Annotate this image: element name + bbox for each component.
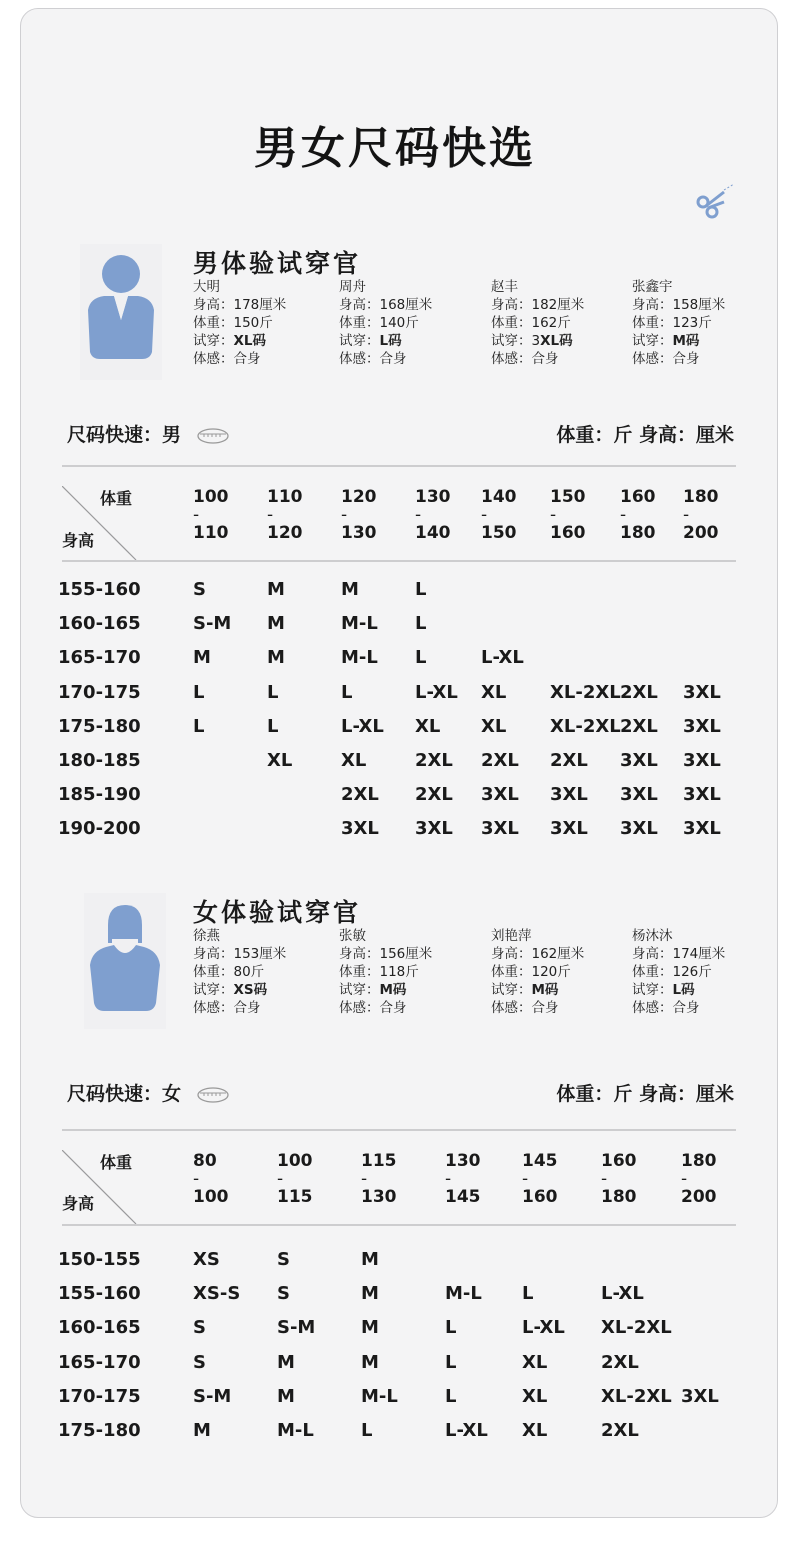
person-try-label: 试穿：: [193, 982, 234, 998]
height-row-label: 175-180: [58, 715, 141, 737]
size-cell: XL-2XL: [550, 715, 621, 737]
male-quick-label: 尺码快速：男: [67, 420, 230, 447]
male-panel-title: 男体验试穿官: [193, 249, 362, 278]
scissors-icon: [694, 182, 736, 220]
size-cell: L: [341, 681, 353, 703]
height-row-label: 155-160: [58, 579, 141, 600]
person-weight: 体重：123斤: [632, 315, 712, 331]
size-cell: 3XL: [415, 818, 453, 840]
person-try: [193, 332, 286, 350]
person-name: 大明: [193, 279, 220, 295]
female-figure-icon: [84, 893, 166, 1029]
size-cell: 3XL: [550, 818, 588, 840]
size-cell: L: [267, 715, 279, 737]
person-name: 杨沐沐: [632, 928, 673, 944]
person-feel: 体感：合身: [193, 351, 261, 367]
person-try-label: 试穿：: [632, 333, 673, 349]
size-cell: M: [341, 579, 359, 600]
weight-column-header: [681, 1152, 717, 1206]
weight-to: 180: [620, 523, 656, 543]
person-try-label: 试穿：: [491, 982, 532, 998]
range-dash: -: [683, 505, 690, 525]
size-cell: 3XL: [550, 784, 588, 806]
male-units-label: 体重：斤 身高：厘米: [556, 424, 734, 446]
weight-from: 80: [193, 1151, 217, 1171]
weight-to: 160: [522, 1187, 558, 1207]
divider: [62, 1224, 736, 1226]
divider: [62, 465, 736, 467]
person-try-label: 试穿：: [632, 982, 673, 998]
person-name: 张敏: [339, 928, 366, 944]
size-cell: 3XL: [681, 1385, 719, 1407]
height-row-label: 160-165: [58, 613, 141, 635]
size-cell: 3XL: [683, 715, 721, 737]
weight-column-header: [620, 488, 656, 542]
size-cell: M: [277, 1385, 295, 1407]
size-cell: S-M: [193, 613, 232, 635]
person-feel: 体感：合身: [339, 351, 407, 367]
person-try: [632, 332, 725, 350]
size-cell: 2XL: [415, 750, 453, 771]
size-cell: 3XL: [620, 818, 658, 840]
weight-from: 150: [550, 487, 586, 507]
size-cell: L: [445, 1351, 457, 1373]
size-cell: M-L: [277, 1420, 314, 1441]
person-height: 身高：174厘米: [632, 946, 726, 962]
size-cell: M: [193, 1420, 211, 1441]
weight-to: 100: [193, 1187, 229, 1207]
range-dash: -: [550, 505, 557, 525]
person-height: 身高：178厘米: [193, 297, 287, 313]
person-height: 身高：158厘米: [632, 297, 726, 313]
height-row-label: 150-155: [58, 1249, 141, 1270]
person-feel: 体感：合身: [632, 351, 700, 367]
size-cell: XL-2XL: [550, 681, 621, 703]
weight-column-header: [267, 488, 303, 542]
weight-from: 180: [681, 1151, 717, 1171]
size-cell: 3XL: [683, 681, 721, 703]
size-cell: XL: [415, 715, 441, 737]
range-dash: -: [522, 1169, 529, 1189]
size-cell: S: [277, 1249, 290, 1270]
size-cell: XS: [193, 1249, 220, 1270]
person-try: [491, 981, 584, 999]
weight-column-header: [361, 1152, 397, 1206]
size-cell: 3XL: [341, 818, 379, 840]
range-dash: -: [341, 505, 348, 525]
size-cell: L: [415, 647, 427, 669]
weight-from: 130: [445, 1151, 481, 1171]
weight-from: 160: [601, 1151, 637, 1171]
size-cell: L: [267, 681, 279, 703]
weight-column-header: [522, 1152, 558, 1206]
person-try-label: 试穿：: [193, 333, 234, 349]
size-cell: 2XL: [601, 1351, 639, 1373]
person-try-size: M码: [379, 982, 407, 998]
person-weight: 体重：150斤: [193, 315, 273, 331]
person-try-size: L码: [672, 982, 695, 998]
size-cell: XL-2XL: [601, 1317, 672, 1339]
size-cell: 3XL: [683, 818, 721, 840]
height-axis-label: 身高: [62, 1194, 95, 1213]
height-row-label: 185-190: [58, 784, 141, 806]
person-try-size: M码: [531, 982, 559, 998]
trial-person: [339, 278, 432, 368]
person-height: 身高：153厘米: [193, 946, 287, 962]
weight-column-header: [193, 1152, 229, 1206]
person-weight: 体重：120斤: [491, 964, 571, 980]
weight-from: 115: [361, 1151, 397, 1171]
divider: [62, 560, 736, 562]
weight-column-header: [193, 488, 229, 542]
size-cell: L: [193, 681, 205, 703]
trial-person: [193, 927, 286, 1017]
size-cell: M-L: [445, 1283, 482, 1305]
person-feel: 体感：合身: [491, 351, 559, 367]
divider: [62, 1129, 736, 1131]
weight-to: 130: [341, 523, 377, 543]
size-cell: 2XL: [341, 784, 379, 806]
size-cell: 2XL: [550, 750, 588, 771]
person-height: 身高：162厘米: [491, 946, 585, 962]
person-name: 张鑫宇: [632, 279, 673, 295]
size-cell: 3XL: [620, 784, 658, 806]
trial-person: [632, 278, 725, 368]
weight-to: 180: [601, 1187, 637, 1207]
person-try-size: XL码: [540, 333, 573, 349]
size-cell: 3XL: [620, 750, 658, 771]
person-try-size: M码: [672, 333, 700, 349]
height-row-label: 170-175: [58, 681, 141, 703]
size-cell: M: [361, 1351, 379, 1373]
male-figure-icon: [80, 244, 162, 380]
weight-column-header: [415, 488, 451, 542]
size-cell: L-XL: [601, 1283, 644, 1305]
male-avatar: [80, 244, 162, 380]
size-cell: L: [415, 579, 427, 600]
trial-person: [193, 278, 286, 368]
person-name: 周舟: [339, 279, 366, 295]
female-panel-title: 女体验试穿官: [193, 898, 362, 927]
trial-person: [339, 927, 432, 1017]
weight-column-header: [550, 488, 586, 542]
height-row-label: 170-175: [58, 1385, 141, 1407]
person-try-label: 试穿：: [339, 982, 380, 998]
size-cell: S: [193, 1351, 206, 1373]
weight-to: 200: [683, 523, 719, 543]
person-weight: 体重：80斤: [193, 964, 265, 980]
size-cell: S: [277, 1283, 290, 1305]
size-cell: S-M: [277, 1317, 316, 1339]
size-cell: L-XL: [341, 715, 384, 737]
weight-from: 160: [620, 487, 656, 507]
weight-column-header: [277, 1152, 313, 1206]
size-cell: L: [445, 1317, 457, 1339]
weight-axis-label: 体重: [100, 489, 133, 508]
size-cell: L: [415, 613, 427, 635]
person-try-size: XL码: [233, 333, 267, 349]
weight-column-header: [341, 488, 377, 542]
size-cell: XL: [267, 750, 293, 771]
person-try-label: 试穿：: [339, 333, 380, 349]
person-name: 刘艳萍: [491, 928, 532, 944]
page-title: 男女尺码快选: [254, 123, 536, 174]
person-height: 身高：182厘米: [491, 297, 585, 313]
weight-column-header: [601, 1152, 637, 1206]
trial-person: [491, 278, 584, 368]
person-name: 赵丰: [491, 279, 518, 295]
weight-from: 120: [341, 487, 377, 507]
height-row-label: 160-165: [58, 1317, 141, 1339]
range-dash: -: [445, 1169, 452, 1189]
measuring-tape-icon: [196, 426, 230, 446]
weight-to: 115: [277, 1187, 313, 1207]
size-cell: M: [267, 579, 285, 600]
person-feel: 体感：合身: [193, 1000, 261, 1016]
size-cell: S-M: [193, 1385, 232, 1407]
female-avatar: [84, 893, 166, 1029]
size-cell: S: [193, 579, 206, 600]
size-cell: L-XL: [445, 1420, 488, 1441]
person-feel: 体感：合身: [632, 1000, 700, 1016]
size-cell: 3XL: [481, 818, 519, 840]
size-cell: 2XL: [601, 1420, 639, 1441]
size-cell: XL: [522, 1385, 548, 1407]
weight-to: 145: [445, 1187, 481, 1207]
person-try-label: 试穿：3: [491, 333, 541, 349]
size-cell: 2XL: [415, 784, 453, 806]
size-cell: 2XL: [481, 750, 519, 771]
weight-column-header: [445, 1152, 481, 1206]
person-try: [339, 332, 432, 350]
size-cell: XL: [481, 715, 507, 737]
size-cell: L: [193, 715, 205, 737]
size-cell: L: [522, 1283, 534, 1305]
female-quick-label: 尺码快速：女: [67, 1079, 230, 1106]
person-weight: 体重：126斤: [632, 964, 712, 980]
size-cell: M: [193, 647, 211, 669]
person-try-size: XS码: [233, 982, 268, 998]
person-try: [632, 981, 725, 999]
size-cell: 2XL: [620, 715, 658, 737]
size-cell: L-XL: [481, 647, 524, 669]
size-cell: 3XL: [683, 750, 721, 771]
range-dash: -: [267, 505, 274, 525]
size-cell: M-L: [341, 613, 378, 635]
size-cell: 3XL: [683, 784, 721, 806]
weight-to: 130: [361, 1187, 397, 1207]
size-cell: S: [193, 1317, 206, 1339]
weight-from: 100: [277, 1151, 313, 1171]
person-weight: 体重：140斤: [339, 315, 419, 331]
range-dash: -: [361, 1169, 368, 1189]
size-cell: M: [361, 1283, 379, 1305]
trial-person: [491, 927, 584, 1017]
person-name: 徐燕: [193, 928, 220, 944]
weight-column-header: [481, 488, 517, 542]
height-row-label: 165-170: [58, 647, 141, 669]
size-cell: M: [267, 613, 285, 635]
range-dash: -: [601, 1169, 608, 1189]
height-row-label: 180-185: [58, 750, 141, 771]
size-cell: M-L: [341, 647, 378, 669]
height-row-label: 165-170: [58, 1351, 141, 1373]
size-cell: M: [267, 647, 285, 669]
person-height: 身高：156厘米: [339, 946, 433, 962]
person-weight: 体重：118斤: [339, 964, 419, 980]
weight-from: 100: [193, 487, 229, 507]
weight-from: 180: [683, 487, 719, 507]
weight-to: 110: [193, 523, 229, 543]
measuring-tape-icon: [196, 1085, 230, 1105]
height-axis-label: 身高: [62, 531, 95, 550]
range-dash: -: [620, 505, 627, 525]
range-dash: -: [193, 1169, 200, 1189]
size-cell: L: [445, 1385, 457, 1407]
size-cell: M-L: [361, 1385, 398, 1407]
person-try: [491, 332, 584, 350]
person-weight: 体重：162斤: [491, 315, 571, 331]
range-dash: -: [481, 505, 488, 525]
weight-axis-label: 体重: [100, 1153, 133, 1172]
range-dash: -: [681, 1169, 688, 1189]
weight-to: 160: [550, 523, 586, 543]
size-cell: 3XL: [481, 784, 519, 806]
size-cell: M: [361, 1317, 379, 1339]
size-cell: XL: [522, 1420, 548, 1441]
weight-to: 140: [415, 523, 451, 543]
person-height: 身高：168厘米: [339, 297, 433, 313]
weight-to: 150: [481, 523, 517, 543]
weight-column-header: [683, 488, 719, 542]
person-feel: 体感：合身: [491, 1000, 559, 1016]
height-row-label: 175-180: [58, 1420, 141, 1441]
size-cell: M: [361, 1249, 379, 1270]
range-dash: -: [277, 1169, 284, 1189]
size-cell: XL: [341, 750, 367, 771]
size-cell: L: [361, 1420, 373, 1441]
range-dash: -: [193, 505, 200, 525]
trial-person: [632, 927, 725, 1017]
size-cell: L-XL: [522, 1317, 565, 1339]
weight-to: 120: [267, 523, 303, 543]
size-cell: XL: [481, 681, 507, 703]
person-try: [339, 981, 432, 999]
height-row-label: 155-160: [58, 1283, 141, 1305]
female-units-label: 体重：斤 身高：厘米: [556, 1083, 734, 1105]
size-cell: L-XL: [415, 681, 458, 703]
size-cell: XS-S: [193, 1283, 241, 1305]
weight-from: 110: [267, 487, 303, 507]
person-try-size: L码: [379, 333, 402, 349]
person-feel: 体感：合身: [339, 1000, 407, 1016]
weight-to: 200: [681, 1187, 717, 1207]
person-try: [193, 981, 286, 999]
range-dash: -: [415, 505, 422, 525]
height-row-label: 190-200: [58, 818, 141, 840]
weight-from: 130: [415, 487, 451, 507]
weight-from: 145: [522, 1151, 558, 1171]
size-cell: XL: [522, 1351, 548, 1373]
size-cell: 2XL: [620, 681, 658, 703]
size-cell: XL-2XL: [601, 1385, 672, 1407]
size-cell: M: [277, 1351, 295, 1373]
weight-from: 140: [481, 487, 517, 507]
